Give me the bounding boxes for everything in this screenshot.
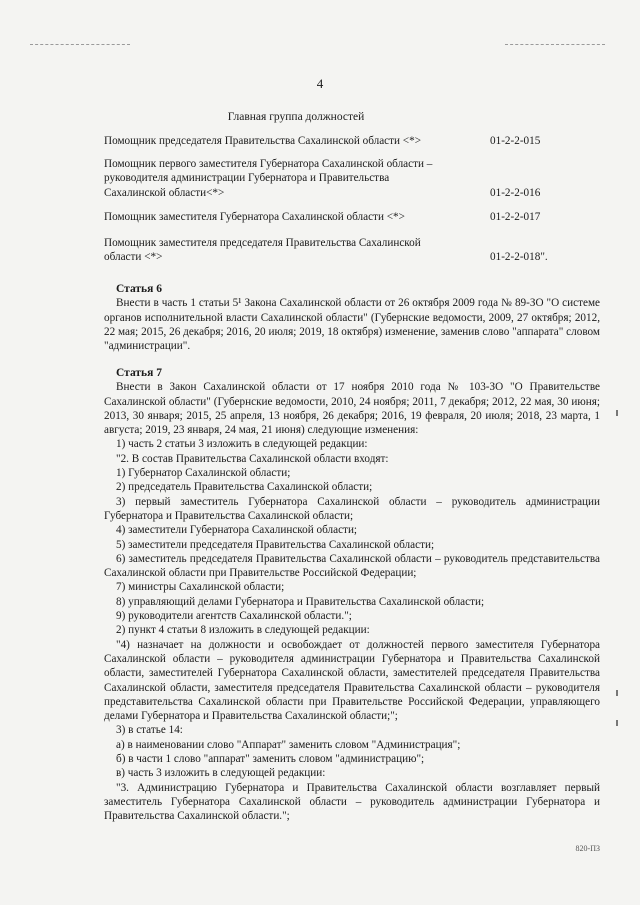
scan-edge-mark xyxy=(616,720,618,726)
group-title: Главная группа должностей xyxy=(227,111,365,123)
scan-edge-mark xyxy=(616,410,618,416)
position-code: 01-2-2-018". xyxy=(490,251,548,264)
position-code: 01-2-2-015 xyxy=(490,135,541,147)
scan-edge-mark xyxy=(616,690,618,696)
amendment-line: 4) заместители Губернатора Сахалинской области; xyxy=(116,524,358,537)
position-title: Помощник первого заместителя Губернатора Сахалинской области – руководителя администрации Губернатора и Правительства Сахалинской области<*> xyxy=(104,158,433,199)
amendment-line: 3) первый заместитель Губернатора Сахалинской области – руководитель администрации Губернатора и Правительства Сахалинской области; xyxy=(104,495,600,522)
amendment-line: "3. Администрацию Губернатора и Правительства Сахалинской области возглавляет первый заместитель Губернатора Сахалинской области – руководитель администрации Губернатора и Правительства Сахалинской области."; xyxy=(104,781,600,823)
amendment-line: а) в наименовании слово "Аппарат" заменить словом "Администрация"; xyxy=(116,738,461,751)
article-paragraph: Внести в Закон Сахалинской области от 17 ноября 2010 года № 103-ЗО "О Правительстве Сахалинской области" (Губернские ведомости, 2010, 24 ноября; 2011, 7 декабря; 2012, 22 мая, 30 июня; 2013, 30 января; 2015, 25 апреля, 13 ноября, 26 декабря; 2016, 19 февраля, 20 июля; 2018, 23 марта, 1 августа; 2019, 23 января, 24 мая, 21 июня) следующие изменения: xyxy=(104,381,600,437)
amendment-line: 2) пункт 4 статьи 8 изложить в следующей редакции: xyxy=(116,624,370,637)
position-title: Помощник заместителя Губернатора Сахалинской области <*> xyxy=(104,211,405,223)
position-title: Помощник председателя Правительства Сахалинской области <*> xyxy=(104,135,422,147)
amendment-line: 9) руководители агентств Сахалинской области."; xyxy=(116,610,352,623)
amendment-line: 7) министры Сахалинской области; xyxy=(116,581,285,594)
amendment-line: 3) в статье 14: xyxy=(116,724,183,737)
position-row xyxy=(104,157,600,200)
amendment-line: 1) Губернатор Сахалинской области; xyxy=(116,467,291,480)
scan-artifact-line xyxy=(30,44,130,45)
page-number: 4 xyxy=(316,76,324,91)
amendment-line: 2) председатель Правительства Сахалинской области; xyxy=(116,481,373,494)
amendment-line: "4) назначает на должности и освобождает от должностей первого заместителя Губернатора Сахалинской области – руководителя администрации Губернатора и Правительства Сахалинской области, заместителей Губернатора Сахалинской области, заместителей председателя Правительства Сахалинской области, заместителя председателя Правительства Сахалинской области – руководителя представительства Сахалинской области при Правительстве Российской Федерации, управляющего делами Губернатора и Правительства Сахалинской области;"; xyxy=(104,638,600,723)
position-row xyxy=(104,236,600,265)
article-title: Статья 6 xyxy=(116,283,162,295)
article-7 xyxy=(104,366,600,824)
article-paragraph: Внести в часть 1 статьи 5¹ Закона Сахалинской области от 26 октября 2009 года № 89-ЗО "О системе органов исполнительной власти Сахалинской области" (Губернские ведомости, 2009, 27 октября; 2012, 22 мая; 2015, 26 декабря; 2016, 20 июля; 2019, 18 октября) изменение, заменив слово "аппарата" словом "администрации". xyxy=(104,297,600,353)
position-code: 01-2-2-016 xyxy=(490,186,541,199)
article-6 xyxy=(104,282,600,353)
scan-artifact-line xyxy=(505,44,605,45)
amendment-line: б) в части 1 слово "аппарат" заменить словом "администрацию"; xyxy=(116,753,425,766)
amendment-line: "2. В состав Правительства Сахалинской области входят: xyxy=(116,452,389,465)
position-row xyxy=(104,134,600,148)
amendment-line: 5) заместители председателя Правительства Сахалинской области; xyxy=(116,538,435,551)
amendment-line: 6) заместитель председателя Правительства Сахалинской области – руководитель представительства Сахалинской области при Правительстве Российской Федерации; xyxy=(104,552,600,580)
position-code: 01-2-2-017 xyxy=(490,211,541,223)
footer-code: 820-ПЗ xyxy=(575,844,600,853)
article-title: Статья 7 xyxy=(116,367,162,379)
amendment-line: 8) управляющий делами Губернатора и Правительства Сахалинской области; xyxy=(116,595,485,608)
amendment-line: в) часть 3 изложить в следующей редакции: xyxy=(116,767,326,780)
position-title: Помощник заместителя председателя Правительства Сахалинской области <*> xyxy=(104,237,421,264)
amendment-line: 1) часть 2 статьи 3 изложить в следующей редакции: xyxy=(116,438,368,451)
position-row xyxy=(104,210,600,224)
